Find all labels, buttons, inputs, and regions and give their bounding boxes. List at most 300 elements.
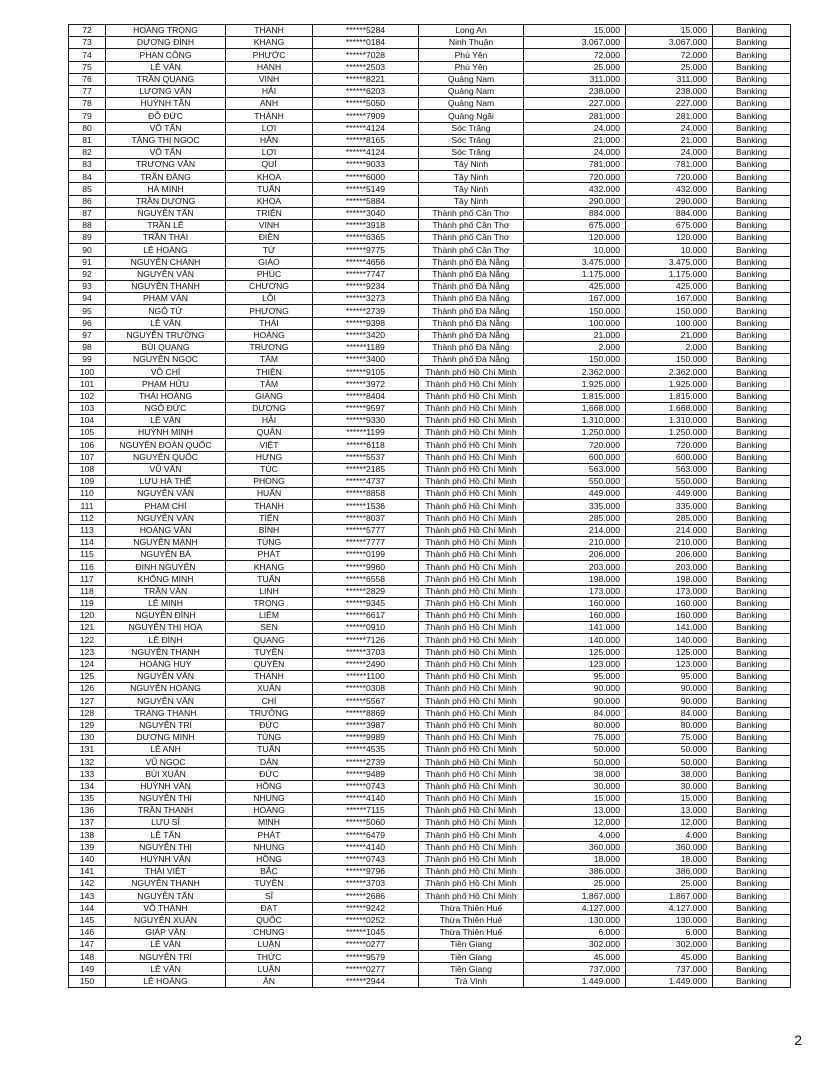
family-middle-name-cell: HOÀNG TRỌNG	[106, 25, 226, 37]
family-middle-name-cell: VÕ TẤN	[106, 146, 226, 158]
amount-cell: 4.000	[524, 829, 626, 841]
row-number-cell: 77	[69, 85, 106, 97]
channel-cell: Banking	[713, 597, 791, 609]
amount-confirmed-cell: 2.000	[626, 341, 713, 353]
amount-cell: 210.000	[524, 536, 626, 548]
amount-cell: 1.250.000	[524, 427, 626, 439]
channel-cell: Banking	[713, 305, 791, 317]
channel-cell: Banking	[713, 865, 791, 877]
province-cell: Thành phố Hồ Chí Minh	[419, 451, 524, 463]
amount-cell: 21.000	[524, 134, 626, 146]
amount-confirmed-cell: 4.127.000	[626, 902, 713, 914]
province-cell: Thành phố Hồ Chí Minh	[419, 878, 524, 890]
given-name-cell: THỨC	[226, 951, 313, 963]
given-name-cell: CHÍ	[226, 695, 313, 707]
province-cell: Thành phố Hồ Chí Minh	[419, 817, 524, 829]
table-row	[69, 878, 791, 890]
amount-cell: 1.449.000	[524, 975, 626, 987]
row-number-cell: 97	[69, 329, 106, 341]
amount-confirmed-cell: 206.000	[626, 549, 713, 561]
table-row	[69, 256, 791, 268]
row-number-cell: 134	[69, 780, 106, 792]
amount-confirmed-cell: 1.175.000	[626, 268, 713, 280]
province-cell: Ninh Thuận	[419, 37, 524, 49]
family-middle-name-cell: NGUYỄN TẤN	[106, 207, 226, 219]
family-middle-name-cell: NGUYỄN THỊ	[106, 841, 226, 853]
amount-confirmed-cell: 720.000	[626, 439, 713, 451]
family-middle-name-cell: TRẦN QUANG	[106, 73, 226, 85]
masked-account-cell: ******6118	[313, 439, 419, 451]
row-number-cell: 121	[69, 622, 106, 634]
row-number-cell: 133	[69, 768, 106, 780]
channel-cell: Banking	[713, 719, 791, 731]
table-row	[69, 646, 791, 658]
masked-account-cell: ******9234	[313, 280, 419, 292]
table-row	[69, 500, 791, 512]
province-cell: Thành phố Hồ Chí Minh	[419, 561, 524, 573]
province-cell: Thành phố Hồ Chí Minh	[419, 670, 524, 682]
channel-cell: Banking	[713, 171, 791, 183]
row-number-cell: 72	[69, 25, 106, 37]
amount-confirmed-cell: 160.000	[626, 610, 713, 622]
family-middle-name-cell: HUỲNH VĂN	[106, 853, 226, 865]
amount-confirmed-cell: 884.000	[626, 207, 713, 219]
amount-cell: 84.000	[524, 707, 626, 719]
row-number-cell: 80	[69, 122, 106, 134]
family-middle-name-cell: GIÁP VĂN	[106, 926, 226, 938]
amount-confirmed-cell: 1.310.000	[626, 415, 713, 427]
table-row	[69, 975, 791, 987]
province-cell: Thành phố Đà Nẵng	[419, 256, 524, 268]
masked-account-cell: ******7909	[313, 110, 419, 122]
amount-cell: 75.000	[524, 731, 626, 743]
channel-cell: Banking	[713, 463, 791, 475]
given-name-cell: MINH	[226, 817, 313, 829]
family-middle-name-cell: PHẠM HỮU	[106, 378, 226, 390]
table-row	[69, 658, 791, 670]
given-name-cell: TUẤN	[226, 573, 313, 585]
given-name-cell: PHÚC	[226, 268, 313, 280]
family-middle-name-cell: LÊ VĂN	[106, 939, 226, 951]
family-middle-name-cell: TRẦN THÁI	[106, 232, 226, 244]
amount-confirmed-cell: 550.000	[626, 475, 713, 487]
amount-cell: 167.000	[524, 293, 626, 305]
family-middle-name-cell: TRẦN DƯƠNG	[106, 195, 226, 207]
amount-cell: 425.000	[524, 280, 626, 292]
amount-cell: 140.000	[524, 634, 626, 646]
given-name-cell: QUÍ	[226, 159, 313, 171]
table-row	[69, 366, 791, 378]
family-middle-name-cell: NGUYỄN VĂN	[106, 268, 226, 280]
family-middle-name-cell: TRẦN VĂN	[106, 585, 226, 597]
row-number-cell: 137	[69, 817, 106, 829]
amount-confirmed-cell: 100.000	[626, 317, 713, 329]
amount-cell: 50.000	[524, 744, 626, 756]
table-row	[69, 890, 791, 902]
given-name-cell: THANH	[226, 670, 313, 682]
row-number-cell: 140	[69, 853, 106, 865]
row-number-cell: 147	[69, 939, 106, 951]
family-middle-name-cell: DƯƠNG MINH	[106, 731, 226, 743]
table-row	[69, 49, 791, 61]
row-number-cell: 85	[69, 183, 106, 195]
family-middle-name-cell: NGUYỄN VĂN	[106, 670, 226, 682]
row-number-cell: 111	[69, 500, 106, 512]
given-name-cell: LUẬN	[226, 939, 313, 951]
row-number-cell: 91	[69, 256, 106, 268]
given-name-cell: TÂM	[226, 378, 313, 390]
amount-confirmed-cell: 6.000	[626, 926, 713, 938]
amount-cell: 13.000	[524, 805, 626, 817]
table-row	[69, 573, 791, 585]
masked-account-cell: ******3703	[313, 646, 419, 658]
row-number-cell: 102	[69, 390, 106, 402]
row-number-cell: 141	[69, 865, 106, 877]
row-number-cell: 107	[69, 451, 106, 463]
table-row	[69, 841, 791, 853]
row-number-cell: 79	[69, 110, 106, 122]
row-number-cell: 81	[69, 134, 106, 146]
masked-account-cell: ******9960	[313, 561, 419, 573]
channel-cell: Banking	[713, 695, 791, 707]
amount-confirmed-cell: 123.000	[626, 658, 713, 670]
province-cell: Thành phố Hồ Chí Minh	[419, 500, 524, 512]
amount-cell: 24.000	[524, 122, 626, 134]
table-row	[69, 805, 791, 817]
province-cell: Sóc Trăng	[419, 146, 524, 158]
masked-account-cell: ******7028	[313, 49, 419, 61]
amount-confirmed-cell: 675.000	[626, 220, 713, 232]
given-name-cell: LINH	[226, 585, 313, 597]
province-cell: Thành phố Cần Thơ	[419, 232, 524, 244]
province-cell: Thành phố Đà Nẵng	[419, 341, 524, 353]
province-cell: Thừa Thiên Huế	[419, 902, 524, 914]
amount-cell: 311.000	[524, 73, 626, 85]
row-number-cell: 108	[69, 463, 106, 475]
row-number-cell: 106	[69, 439, 106, 451]
province-cell: Thành phố Đà Nẵng	[419, 317, 524, 329]
family-middle-name-cell: HUỲNH MINH	[106, 427, 226, 439]
masked-account-cell: ******9579	[313, 951, 419, 963]
channel-cell: Banking	[713, 768, 791, 780]
given-name-cell: SEN	[226, 622, 313, 634]
amount-confirmed-cell: 21.000	[626, 134, 713, 146]
given-name-cell: HẢI	[226, 415, 313, 427]
amount-confirmed-cell: 141.000	[626, 622, 713, 634]
family-middle-name-cell: LÊ MINH	[106, 597, 226, 609]
masked-account-cell: ******2185	[313, 463, 419, 475]
row-number-cell: 94	[69, 293, 106, 305]
amount-confirmed-cell: 15.000	[626, 25, 713, 37]
row-number-cell: 114	[69, 536, 106, 548]
row-number-cell: 150	[69, 975, 106, 987]
row-number-cell: 120	[69, 610, 106, 622]
amount-confirmed-cell: 563.000	[626, 463, 713, 475]
table-row	[69, 853, 791, 865]
family-middle-name-cell: KHỔNG MINH	[106, 573, 226, 585]
amount-confirmed-cell: 72.000	[626, 49, 713, 61]
amount-confirmed-cell: 360.000	[626, 841, 713, 853]
row-number-cell: 83	[69, 159, 106, 171]
amount-confirmed-cell: 45.000	[626, 951, 713, 963]
amount-cell: 90.000	[524, 695, 626, 707]
family-middle-name-cell: NGUYỄN CHÁNH	[106, 256, 226, 268]
row-number-cell: 116	[69, 561, 106, 573]
table-row	[69, 415, 791, 427]
row-number-cell: 86	[69, 195, 106, 207]
masked-account-cell: ******9775	[313, 244, 419, 256]
province-cell: Thành phố Đà Nẵng	[419, 280, 524, 292]
row-number-cell: 130	[69, 731, 106, 743]
masked-account-cell: ******3420	[313, 329, 419, 341]
channel-cell: Banking	[713, 207, 791, 219]
amount-cell: 18.000	[524, 853, 626, 865]
family-middle-name-cell: VÕ TẤN	[106, 122, 226, 134]
row-number-cell: 76	[69, 73, 106, 85]
amount-confirmed-cell: 4.000	[626, 829, 713, 841]
province-cell: Thành phố Đà Nẵng	[419, 268, 524, 280]
amount-confirmed-cell: 227.000	[626, 98, 713, 110]
province-cell: Thành phố Đà Nẵng	[419, 354, 524, 366]
amount-cell: 335.000	[524, 500, 626, 512]
channel-cell: Banking	[713, 25, 791, 37]
channel-cell: Banking	[713, 341, 791, 353]
family-middle-name-cell: NGUYỄN MẠNH	[106, 536, 226, 548]
channel-cell: Banking	[713, 634, 791, 646]
amount-confirmed-cell: 13.000	[626, 805, 713, 817]
family-middle-name-cell: TRẦN THANH	[106, 805, 226, 817]
amount-cell: 72.000	[524, 49, 626, 61]
row-number-cell: 143	[69, 890, 106, 902]
province-cell: Thành phố Hồ Chí Minh	[419, 536, 524, 548]
amount-cell: 1.310.000	[524, 415, 626, 427]
given-name-cell: ĐIỀN	[226, 232, 313, 244]
amount-confirmed-cell: 90.000	[626, 683, 713, 695]
amount-confirmed-cell: 1.925.000	[626, 378, 713, 390]
family-middle-name-cell: NGUYỄN NGỌC	[106, 354, 226, 366]
given-name-cell: DƯƠNG	[226, 402, 313, 414]
channel-cell: Banking	[713, 707, 791, 719]
amount-confirmed-cell: 720.000	[626, 171, 713, 183]
amount-confirmed-cell: 12.000	[626, 817, 713, 829]
row-number-cell: 90	[69, 244, 106, 256]
amount-cell: 1.925.000	[524, 378, 626, 390]
channel-cell: Banking	[713, 683, 791, 695]
masked-account-cell: ******3703	[313, 878, 419, 890]
channel-cell: Banking	[713, 475, 791, 487]
family-middle-name-cell: NGUYỄN THỊ HOA	[106, 622, 226, 634]
masked-account-cell: ******6365	[313, 232, 419, 244]
masked-account-cell: ******1189	[313, 341, 419, 353]
row-number-cell: 73	[69, 37, 106, 49]
channel-cell: Banking	[713, 731, 791, 743]
amount-confirmed-cell: 15.000	[626, 792, 713, 804]
table-row	[69, 610, 791, 622]
family-middle-name-cell: NGUYỄN QUỐC	[106, 451, 226, 463]
row-number-cell: 149	[69, 963, 106, 975]
row-number-cell: 125	[69, 670, 106, 682]
amount-cell: 21.000	[524, 329, 626, 341]
amount-cell: 3.067.000	[524, 37, 626, 49]
row-number-cell: 118	[69, 585, 106, 597]
province-cell: Quảng Nam	[419, 73, 524, 85]
amount-confirmed-cell: 2.362.000	[626, 366, 713, 378]
row-number-cell: 139	[69, 841, 106, 853]
masked-account-cell: ******9989	[313, 731, 419, 743]
family-middle-name-cell: NGUYỄN HOÀNG	[106, 683, 226, 695]
province-cell: Thành phố Hồ Chí Minh	[419, 744, 524, 756]
masked-account-cell: ******7126	[313, 634, 419, 646]
masked-account-cell: ******9489	[313, 768, 419, 780]
table-row	[69, 378, 791, 390]
page-number: 2	[794, 1032, 802, 1048]
given-name-cell: TRIỆN	[226, 207, 313, 219]
family-middle-name-cell: NGÔ TỬ	[106, 305, 226, 317]
masked-account-cell: ******8404	[313, 390, 419, 402]
amount-cell: 24.000	[524, 146, 626, 158]
channel-cell: Banking	[713, 744, 791, 756]
amount-confirmed-cell: 210.000	[626, 536, 713, 548]
given-name-cell: TUYỀN	[226, 878, 313, 890]
row-number-cell: 100	[69, 366, 106, 378]
table-row	[69, 926, 791, 938]
family-middle-name-cell: LÊ VĂN	[106, 963, 226, 975]
amount-cell: 160.000	[524, 597, 626, 609]
amount-cell: 720.000	[524, 439, 626, 451]
channel-cell: Banking	[713, 195, 791, 207]
table-row	[69, 427, 791, 439]
province-cell: Thành phố Cần Thơ	[419, 207, 524, 219]
given-name-cell: THÀNH	[226, 110, 313, 122]
table-row	[69, 683, 791, 695]
family-middle-name-cell: NGUYỄN TẤN	[106, 890, 226, 902]
amount-cell: 281.000	[524, 110, 626, 122]
amount-confirmed-cell: 1.867.000	[626, 890, 713, 902]
row-number-cell: 129	[69, 719, 106, 731]
masked-account-cell: ******5777	[313, 524, 419, 536]
table-row	[69, 536, 791, 548]
given-name-cell: CHUNG	[226, 926, 313, 938]
table-row	[69, 561, 791, 573]
province-cell: Thành phố Hồ Chí Minh	[419, 805, 524, 817]
family-middle-name-cell: NGUYỄN TRÍ	[106, 719, 226, 731]
province-cell: Tiền Giang	[419, 963, 524, 975]
table-row	[69, 134, 791, 146]
table-row	[69, 695, 791, 707]
masked-account-cell: ******5884	[313, 195, 419, 207]
family-middle-name-cell: NGUYỄN BÁ	[106, 549, 226, 561]
province-cell: Quảng Ngãi	[419, 110, 524, 122]
row-number-cell: 135	[69, 792, 106, 804]
channel-cell: Banking	[713, 926, 791, 938]
table-row	[69, 317, 791, 329]
table-row	[69, 183, 791, 195]
row-number-cell: 127	[69, 695, 106, 707]
table-row	[69, 792, 791, 804]
table-row	[69, 25, 791, 37]
donation-table	[68, 24, 791, 988]
channel-cell: Banking	[713, 439, 791, 451]
masked-account-cell: ******5050	[313, 98, 419, 110]
family-middle-name-cell: NGÔ ĐỨC	[106, 402, 226, 414]
given-name-cell: CHƯƠNG	[226, 280, 313, 292]
row-number-cell: 113	[69, 524, 106, 536]
given-name-cell: KHANG	[226, 37, 313, 49]
table-row	[69, 341, 791, 353]
family-middle-name-cell: TRẦN ĐĂNG	[106, 171, 226, 183]
masked-account-cell: ******7115	[313, 805, 419, 817]
province-cell: Thành phố Hồ Chí Minh	[419, 439, 524, 451]
province-cell: Long An	[419, 25, 524, 37]
amount-confirmed-cell: 167.000	[626, 293, 713, 305]
row-number-cell: 128	[69, 707, 106, 719]
masked-account-cell: ******5567	[313, 695, 419, 707]
table-row	[69, 37, 791, 49]
masked-account-cell: ******8221	[313, 73, 419, 85]
masked-account-cell: ******0199	[313, 549, 419, 561]
amount-confirmed-cell: 285.000	[626, 512, 713, 524]
table-row	[69, 268, 791, 280]
given-name-cell: ĐẠT	[226, 902, 313, 914]
given-name-cell: PHONG	[226, 475, 313, 487]
channel-cell: Banking	[713, 354, 791, 366]
channel-cell: Banking	[713, 122, 791, 134]
masked-account-cell: ******9242	[313, 902, 419, 914]
amount-cell: 150.000	[524, 354, 626, 366]
province-cell: Thành phố Hồ Chí Minh	[419, 573, 524, 585]
amount-confirmed-cell: 3.067.000	[626, 37, 713, 49]
amount-cell: 563.000	[524, 463, 626, 475]
given-name-cell: VINH	[226, 73, 313, 85]
family-middle-name-cell: HÀ MINH	[106, 183, 226, 195]
amount-cell: 600.000	[524, 451, 626, 463]
masked-account-cell: ******1199	[313, 427, 419, 439]
province-cell: Thành phố Hồ Chí Minh	[419, 488, 524, 500]
given-name-cell: TUẤN	[226, 744, 313, 756]
family-middle-name-cell: HOÀNG HUY	[106, 658, 226, 670]
given-name-cell: TIẾN	[226, 512, 313, 524]
table-row	[69, 122, 791, 134]
province-cell: Thành phố Hồ Chí Minh	[419, 402, 524, 414]
masked-account-cell: ******8869	[313, 707, 419, 719]
row-number-cell: 82	[69, 146, 106, 158]
given-name-cell: TÙNG	[226, 731, 313, 743]
masked-account-cell: ******3987	[313, 719, 419, 731]
table-row	[69, 451, 791, 463]
amount-cell: 80.000	[524, 719, 626, 731]
province-cell: Thành phố Hồ Chí Minh	[419, 597, 524, 609]
row-number-cell: 99	[69, 354, 106, 366]
channel-cell: Banking	[713, 98, 791, 110]
channel-cell: Banking	[713, 73, 791, 85]
province-cell: Thành phố Hồ Chí Minh	[419, 756, 524, 768]
amount-confirmed-cell: 18.000	[626, 853, 713, 865]
family-middle-name-cell: ĐINH NGUYÊN	[106, 561, 226, 573]
row-number-cell: 104	[69, 415, 106, 427]
channel-cell: Banking	[713, 670, 791, 682]
channel-cell: Banking	[713, 451, 791, 463]
amount-cell: 10.000	[524, 244, 626, 256]
province-cell: Thành phố Đà Nẵng	[419, 305, 524, 317]
amount-cell: 120.000	[524, 232, 626, 244]
amount-confirmed-cell: 120.000	[626, 232, 713, 244]
channel-cell: Banking	[713, 110, 791, 122]
channel-cell: Banking	[713, 573, 791, 585]
given-name-cell: TỨ	[226, 244, 313, 256]
channel-cell: Banking	[713, 329, 791, 341]
amount-cell: 432.000	[524, 183, 626, 195]
amount-confirmed-cell: 50.000	[626, 744, 713, 756]
